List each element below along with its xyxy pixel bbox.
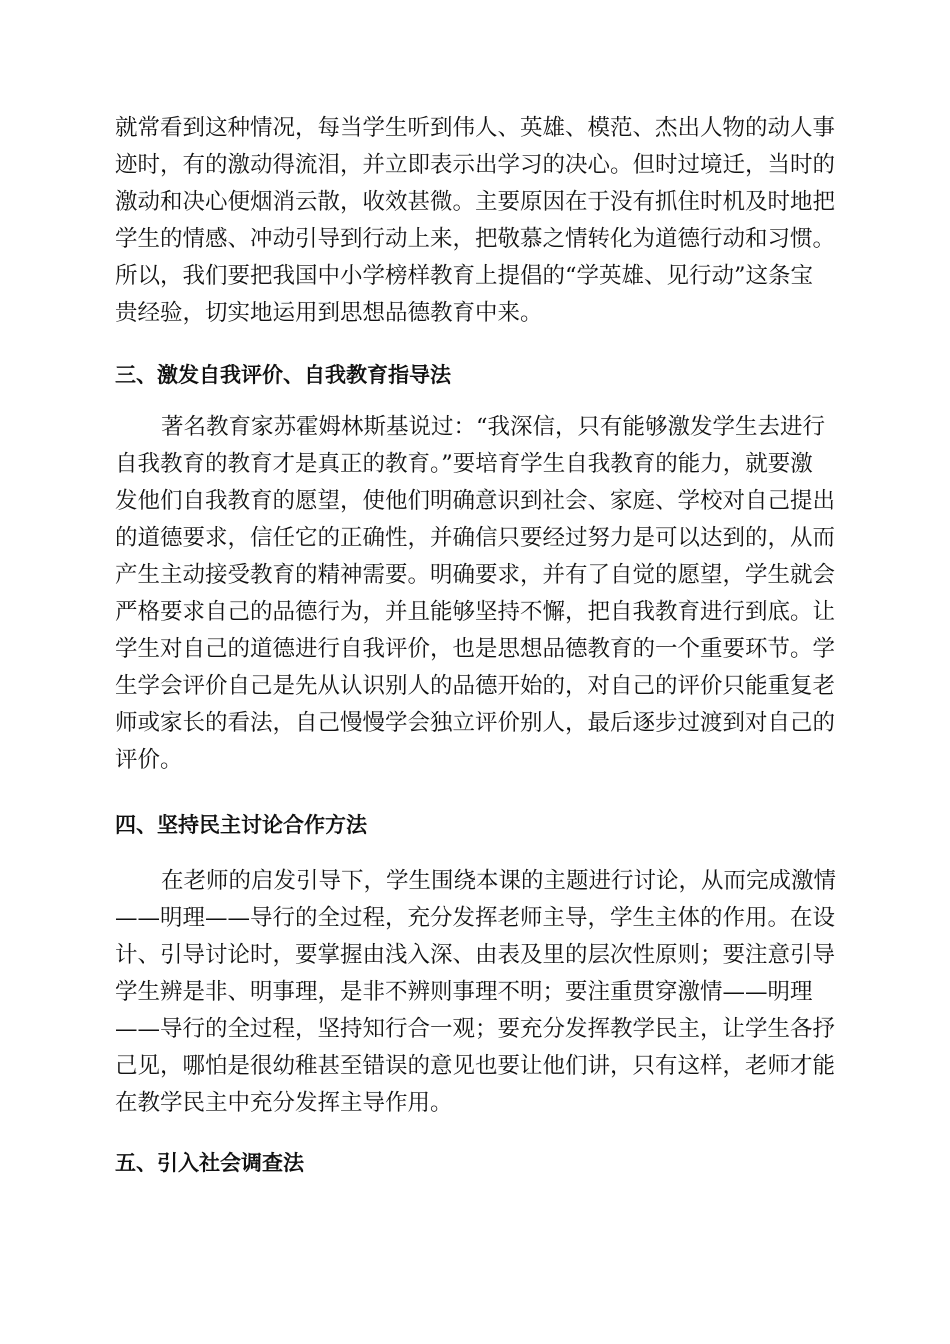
paragraph-line: 激动和决心便烟消云散，收效甚微。主要原因在于没有抓住时机及时地把 [115,189,836,215]
paragraph-line: ——明理——导行的全过程，充分发挥老师主导，学生主体的作用。在设 [115,905,836,931]
paragraph-line: 严格要求自己的品德行为，并且能够坚持不懈，把自我教育进行到底。让 [115,599,836,625]
paragraph-line: 评价。 [115,747,183,773]
paragraph-line: 在教学民主中充分发挥主导作用。 [115,1090,453,1116]
paragraph-line: 迹时，有的激动得流泪，并立即表示出学习的决心。但时过境迁，当时的 [115,152,836,178]
paragraph-line: 师或家长的看法，自己慢慢学会独立评价别人，最后逐步过渡到对自己的 [115,710,836,736]
paragraph-line: 产生主动接受教育的精神需要。明确要求，并有了自觉的愿望，学生就会 [115,562,836,588]
paragraph-line: 贵经验，切实地运用到思想品德教育中来。 [115,300,543,326]
paragraph-line: 就常看到这种情况，每当学生听到伟人、英雄、模范、杰出人物的动人事 [115,115,836,141]
section-heading: 五、引入社会调查法 [115,1150,304,1175]
paragraph-line: 著名教育家苏霍姆林斯基说过：“我深信，只有能够激发学生去进行 [161,414,826,440]
paragraph-line: 的道德要求，信任它的正确性，并确信只要经过努力是可以达到的，从而 [115,525,836,551]
section-heading: 四、坚持民主讨论合作方法 [115,812,367,837]
paragraph-line: 学生辨是非、明事理，是非不辨则事理不明；要注重贯穿激情——明理 [115,979,813,1005]
paragraph-line: 计、引导讨论时，要掌握由浅入深、由表及里的层次性原则；要注意引导 [115,942,836,968]
paragraph-line: 学生的情感、冲动引导到行动上来，把敬慕之情转化为道德行动和习惯。 [115,226,836,252]
paragraph-line: 生学会评价自己是先从认识别人的品德开始的，对自己的评价只能重复老 [115,673,836,699]
section-heading: 三、激发自我评价、自我教育指导法 [115,362,451,387]
paragraph-line: 己见，哪怕是很幼稚甚至错误的意见也要让他们讲，只有这样，老师才能 [115,1053,836,1079]
paragraph-line: 学生对自己的道德进行自我评价，也是思想品德教育的一个重要环节。学 [115,636,836,662]
paragraph-line: 自我教育的教育才是真正的教育。”要培育学生自我教育的能力，就要激 [115,451,813,477]
paragraph-line: ——导行的全过程，坚持知行合一观；要充分发挥教学民主，让学生各抒 [115,1016,836,1042]
paragraph-line: 所以，我们要把我国中小学榜样教育上提倡的“学英雄、见行动”这条宝 [115,263,814,289]
paragraph-line: 在老师的启发引导下，学生围绕本课的主题进行讨论，从而完成激情 [161,868,837,894]
paragraph-line: 发他们自我教育的愿望，使他们明确意识到社会、家庭、学校对自己提出 [115,488,836,514]
